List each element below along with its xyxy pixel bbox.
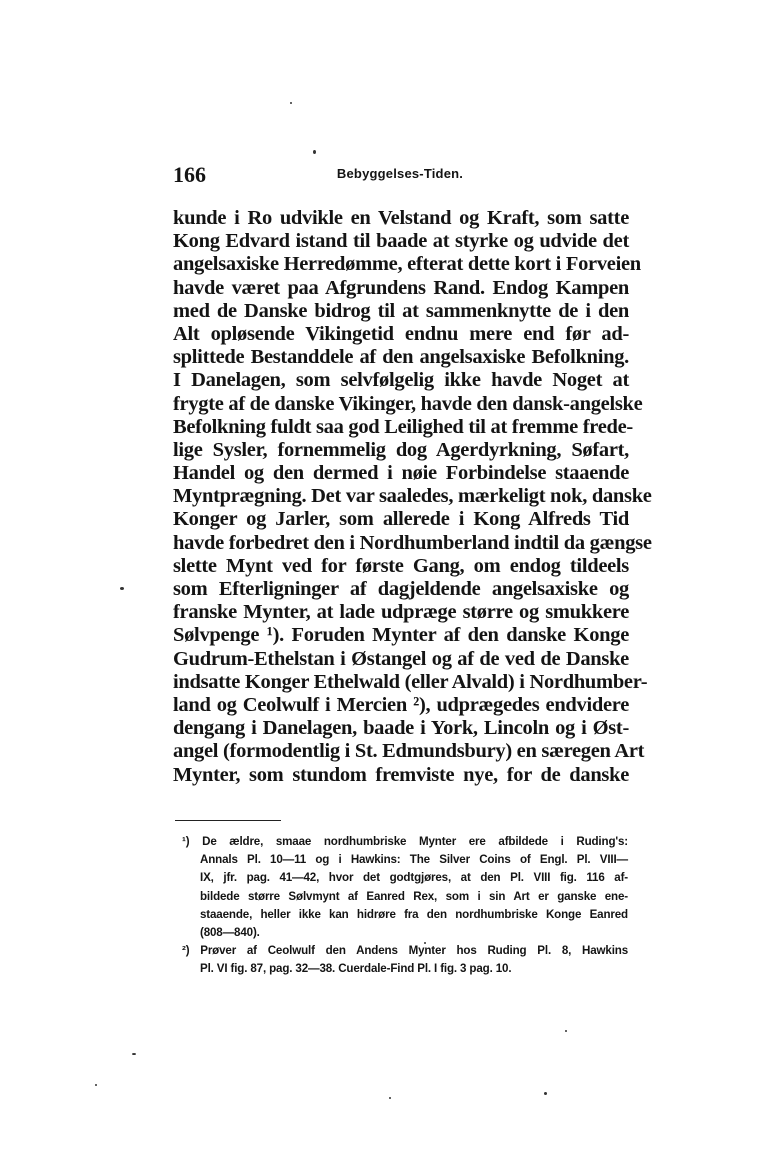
text-line: kunde i Ro udvikle en Velstand og Kraft, som satte — [173, 207, 629, 229]
text-line: Konger og Jarler, som allerede i Kong Alfreds Tid — [173, 508, 629, 531]
text-line: angelsaxiske Herredømme, efterat dette kort i Forveien — [173, 253, 641, 276]
scan-speck — [290, 102, 292, 104]
page-number: 166 — [173, 162, 206, 187]
text-line: land og Ceolwulf i Mercien ²), udprægedes endvidere — [173, 693, 629, 716]
scan-speck — [544, 1092, 547, 1095]
scan-speck — [565, 1030, 567, 1032]
text-line: I Danelagen, som selvfølgelig ikke havde Noget at — [173, 369, 629, 392]
text-line: som Efterligninger af dagjeldende angelsaxiske og — [173, 578, 629, 600]
text-line: Kong Edvard istand til baade at styrke og udvide det — [173, 230, 629, 253]
footnote-line: ²) Prøver af Ceolwulf den Andens Mynter hos Ruding Pl. 8, Hawkins — [182, 944, 628, 958]
footnote-line: bildede større Sølvmynt af Eanred Rex, som i sin Art er ganske ene- — [200, 889, 628, 903]
footnote-line: Pl. VI fig. 87, pag. 32—38. Cuerdale-Find Pl. I fig. 3 pag. 10. — [200, 962, 512, 976]
scan-speck — [424, 942, 426, 944]
text-line: havde forbedret den i Nordhumberland indtil da gængse — [173, 531, 652, 554]
scan-speck — [389, 1097, 391, 1099]
text-line: indsatte Konger Ethelwald (eller Alvald) i Nordhumber- — [173, 670, 648, 693]
text-line: havde været paa Afgrundens Rand. Endog Kampen — [173, 276, 629, 299]
footnote-line: (808—840). — [200, 925, 260, 939]
text-line: dengang i Danelagen, baade i York, Lincoln og i Øst- — [173, 717, 629, 740]
scan-speck — [95, 1084, 97, 1086]
text-line: Sølvpenge ¹). Foruden Mynter af den danske Konge — [173, 624, 629, 647]
text-line: Alt opløsende Vikingetid endnu mere end før ad- — [173, 322, 629, 345]
text-line: splittede Bestanddele af den angelsaxiske Befolkning. — [173, 346, 629, 369]
text-line: Myntprægning. Det var saaledes, mærkeligt nok, danske — [173, 485, 652, 508]
footnotes — [182, 833, 628, 979]
text-line: lige Sysler, fornemmelig dog Agerdyrkning, Søfart, — [173, 438, 629, 461]
text-line: slette Mynt ved for første Gang, om endog tildeels — [173, 554, 629, 577]
text-line: med de Danske bidrog til at sammenknytte de i den — [173, 299, 629, 322]
text-line: frygte af de danske Vikinger, havde den dansk-angelske — [173, 392, 643, 415]
main-text — [173, 207, 652, 787]
text-line: Gudrum-Ethelstan i Østangel og af de ved de Danske — [173, 647, 629, 670]
text-line: franske Mynter, at lade udpræge større og smukkere — [173, 601, 629, 624]
footnote-line: IX, jfr. pag. 41—42, hvor det godtgjøres, at den Pl. VIII fig. 116 af- — [200, 871, 628, 885]
text-line: Mynter, som stundom fremviste nye, for de danske — [173, 763, 629, 786]
footnote-line: Annals Pl. 10—11 og i Hawkins: The Silver Coins of Engl. Pl. VIII— — [200, 853, 628, 867]
scan-speck — [120, 587, 124, 590]
footnote-line: ¹) De ældre, smaae nordhumbriske Mynter ere afbildede i Ruding's: — [182, 835, 628, 848]
footnote-separator — [175, 820, 281, 821]
page-header — [173, 163, 627, 187]
text-line: angel (formodentlig i St. Edmundsbury) en særegen Art — [173, 740, 645, 763]
footnote-line: staaende, heller ikke kan hidrøre fra den nordhumbriske Konge Eanred — [200, 907, 628, 921]
running-head: Bebyggelses-Tiden. — [336, 166, 464, 181]
text-line: Handel og den dermed i nøie Forbindelse staaende — [173, 462, 629, 485]
scan-speck — [132, 1053, 136, 1055]
text-line: Befolkning fuldt saa god Leilighed til at fremme frede- — [173, 415, 633, 438]
scan-speck — [313, 150, 316, 154]
